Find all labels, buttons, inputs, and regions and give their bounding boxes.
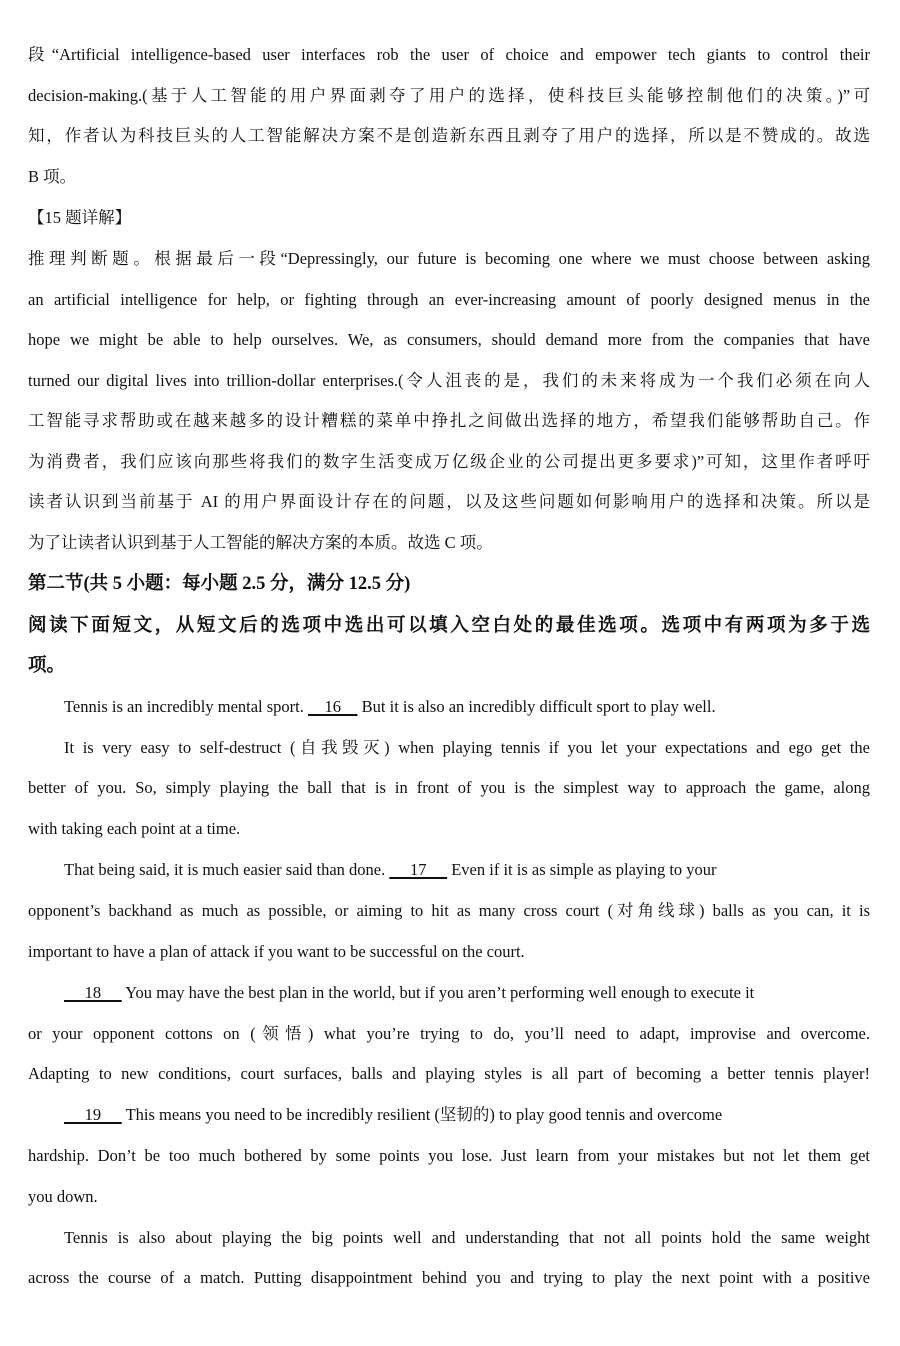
passage-paragraph-2-line-3: with taking each point at a time. (28, 819, 241, 838)
explanation-15-line-1: 推理判断题。根据最后一段“Depressingly, our future is becoming one where we must choose between asking (28, 249, 870, 268)
explanation-15-line-5: 工智能寻求帮助或在越来越多的设计糟糕的菜单中挣扎之间做出选择的地方，希望我们能够帮助自己。作 (28, 411, 870, 430)
passage-paragraph-6-line-2: across the course of a match. Putting disappointment behind you and trying to play the next point with a positive (28, 1268, 870, 1287)
passage-paragraph-4-line-1 (64, 983, 870, 1003)
explanation-15-line-3: hope we might be able to help ourselves. We, as consumers, should demand more from the companies that have (28, 330, 870, 349)
passage-text: This means you need to be incredibly resilient (坚韧的) to play good tennis and overcome (121, 1105, 723, 1124)
explanation-15-line-7: 读者认识到当前基于 AI 的用户界面设计存在的问题，以及这些问题如何影响用户的选择和决策。所以是 (28, 492, 870, 511)
passage-text: You may have the best plan in the world, but if you aren’t performing well enough to execute it (121, 983, 755, 1002)
explanation-14-line-4: B 项。 (28, 167, 77, 186)
explanation-14-line-2: decision-making.(基于人工智能的用户界面剥夺了用户的选择，使科技巨头能够控制他们的决策。)”可 (28, 86, 870, 105)
passage-text: Tennis is an incredibly mental sport. (64, 697, 309, 716)
explanation-15-line-4: turned our digital lives into trillion-dollar enterprises.(令人沮丧的是，我们的未来将成为一个我们必须在向人 (28, 371, 870, 390)
passage-paragraph-3-line-2: opponent’s backhand as much as possible, or aiming to hit as many cross court (对角线球) balls as you can, it is (28, 901, 870, 920)
passage-paragraph-5-line-1 (64, 1105, 870, 1125)
blank-19: 19 (64, 1105, 122, 1124)
passage-text: But it is also an incredibly difficult sport to play well. (357, 697, 716, 716)
section-2-title: 第二节(共 5 小题：每小题 2.5 分，满分 12.5 分) (28, 574, 411, 594)
passage-paragraph-4-line-2: or your opponent cottons on (领悟) what you’re trying to do, you’ll need to adapt, improvise and overcome. (28, 1024, 870, 1043)
passage-paragraph-1 (64, 697, 870, 717)
passage-paragraph-3-line-1 (64, 860, 870, 880)
section-2-instruction-line-2: 项。 (28, 656, 66, 676)
blank-17: 17 (389, 860, 448, 879)
passage-paragraph-5-line-3: you down. (28, 1187, 98, 1206)
explanation-15-line-8: 为了让读者认识到基于人工智能的解决方案的本质。故选 C 项。 (28, 533, 493, 552)
blank-18: 18 (64, 983, 122, 1002)
passage-paragraph-6-line-1: Tennis is also about playing the big points well and understanding that not all points hold the same weight (64, 1228, 870, 1247)
explanation-15-line-2: an artificial intelligence for help, or fighting through an ever-increasing amount of poorly designed menus in the (28, 290, 870, 309)
passage-paragraph-2-line-2: better of you. So, simply playing the ball that is in front of you is the simplest way to approach the game, along (28, 778, 870, 797)
blank-16: 16 (308, 697, 358, 716)
section-2-instruction-line-1: 阅读下面短文，从短文后的选项中选出可以填入空白处的最佳选项。选项中有两项为多于选 (28, 616, 870, 636)
explanation-14-line-3: 知，作者认为科技巨头的人工智能解决方案不是创造新东西且剥夺了用户的选择，所以是不赞成的。故选 (28, 126, 870, 145)
passage-paragraph-3-line-3: important to have a plan of attack if you want to be successful on the court. (28, 942, 525, 961)
explanation-15-line-6: 为消费者，我们应该向那些将我们的数字生活变成万亿级企业的公司提出更多要求)”可知，这里作者呼吁 (28, 452, 870, 471)
passage-paragraph-4-line-3: Adapting to new conditions, court surfaces, balls and playing styles is all part of becoming a better tennis player! (28, 1064, 870, 1083)
passage-paragraph-2-line-1: It is very easy to self-destruct (自我毁灭) when playing tennis if you let your expectations and ego get the (64, 738, 870, 757)
passage-paragraph-5-line-2: hardship. Don’t be too much bothered by some points you lose. Just learn from your mistakes but not let them get (28, 1146, 870, 1165)
passage-text: That being said, it is much easier said than done. (64, 860, 390, 879)
passage-text: Even if it is as simple as playing to your (447, 860, 717, 879)
explanation-14-line-1: 段“Artificial intelligence-based user interfaces rob the user of choice and empower tech giants to control their (28, 45, 870, 64)
explanation-15-heading: 【15 题详解】 (28, 208, 132, 227)
